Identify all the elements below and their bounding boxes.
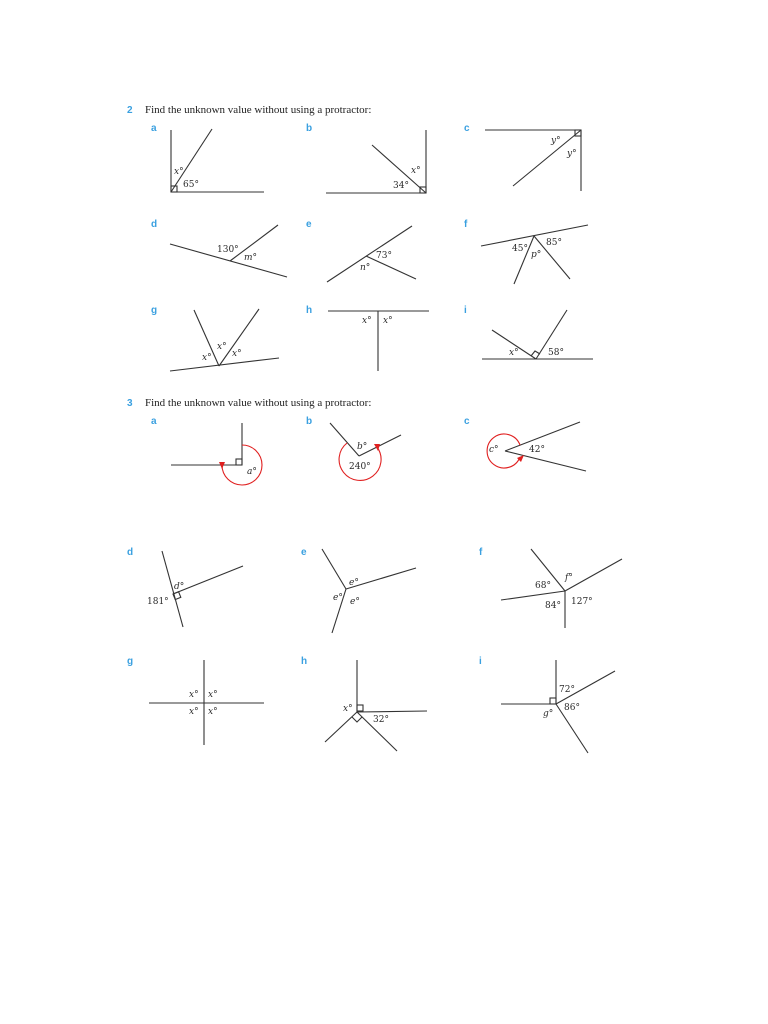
angle-label: x° <box>189 707 199 717</box>
angle-label: b° <box>357 442 368 452</box>
figure-3i <box>479 656 615 753</box>
angle-label: 68° <box>535 581 551 591</box>
angle-label: x° <box>343 704 353 714</box>
question-2-number: 2 <box>127 105 133 116</box>
figure-3a <box>151 416 262 485</box>
part-label-3g: g <box>127 656 134 667</box>
part-label-3c: c <box>464 416 470 427</box>
angle-label: x° <box>208 707 218 717</box>
figure-3e <box>301 547 416 633</box>
angle-label: m° <box>244 253 258 263</box>
angle-label: 85° <box>546 238 562 248</box>
angle-label: x° <box>232 349 242 359</box>
angle-label: a° <box>247 467 257 477</box>
figure-2b <box>306 123 426 193</box>
question-3-number: 3 <box>127 398 133 409</box>
angle-label: e° <box>350 597 360 607</box>
angle-label: e° <box>333 593 343 603</box>
angle-label: 32° <box>373 715 389 725</box>
figure-3g <box>127 656 264 745</box>
part-label-2c: c <box>464 123 470 134</box>
angle-label: 34° <box>393 181 409 191</box>
angle-label: 130° <box>217 245 239 255</box>
angle-label: e° <box>349 578 359 588</box>
angle-label: 127° <box>571 597 593 607</box>
angle-label: 240° <box>349 462 371 472</box>
angle-label: x° <box>208 690 218 700</box>
angle-label: g° <box>543 709 554 719</box>
figure-3d <box>127 547 243 627</box>
angle-label: x° <box>202 353 212 363</box>
angle-label: x° <box>174 167 184 177</box>
figure-3f <box>479 547 622 628</box>
angle-label: x° <box>509 348 519 358</box>
angle-label: d° <box>174 582 185 592</box>
part-label-2g: g <box>151 305 158 316</box>
part-label-3f: f <box>479 547 483 558</box>
figure-2e <box>306 219 416 282</box>
angle-label: x° <box>362 316 372 326</box>
figure-3b <box>306 416 401 480</box>
angle-label: 42° <box>529 445 545 455</box>
figure-2a <box>151 123 264 192</box>
figure-2f <box>464 219 588 284</box>
angle-label: 58° <box>548 348 564 358</box>
part-label-2b: b <box>306 123 313 134</box>
figure-2g <box>151 305 279 371</box>
right-angle-marker <box>352 717 362 722</box>
angle-label: x° <box>189 690 199 700</box>
angle-label: x° <box>217 342 227 352</box>
part-label-2d: d <box>151 219 158 230</box>
part-label-2a: a <box>151 123 157 134</box>
part-label-3e: e <box>301 547 307 558</box>
angle-label: p° <box>531 250 542 260</box>
right-angle-marker <box>236 459 242 465</box>
question-3-prompt: Find the unknown value without using a protractor: <box>145 397 372 409</box>
angle-label: f° <box>565 573 573 583</box>
figure-2c <box>464 123 581 191</box>
angle-label: c° <box>489 445 499 455</box>
figure-2i <box>464 305 593 359</box>
angle-label: y° <box>551 136 561 146</box>
figure-2h <box>306 305 429 371</box>
part-label-3d: d <box>127 547 134 558</box>
part-label-2e: e <box>306 219 312 230</box>
angle-label: x° <box>383 316 393 326</box>
right-angle-marker <box>550 698 556 704</box>
part-label-2f: f <box>464 219 468 230</box>
part-label-3h: h <box>301 656 308 667</box>
part-label-3a: a <box>151 416 157 427</box>
angle-label: x° <box>411 166 421 176</box>
part-label-3i: i <box>479 656 482 667</box>
figure-2d <box>151 219 287 277</box>
angle-label: y° <box>567 149 577 159</box>
angle-label: 181° <box>147 597 169 607</box>
angle-label: 45° <box>512 244 528 254</box>
angle-label: 86° <box>564 703 580 713</box>
question-2-prompt: Find the unknown value without using a protractor: <box>145 104 372 116</box>
angle-label: 84° <box>545 601 561 611</box>
figure-3c <box>464 416 586 471</box>
figure-3h <box>301 656 427 751</box>
right-angle-marker <box>173 592 181 600</box>
part-label-3b: b <box>306 416 313 427</box>
angle-label: 72° <box>559 685 575 695</box>
part-label-2i: i <box>464 305 467 316</box>
angle-label: n° <box>360 263 371 273</box>
right-angle-marker <box>357 705 363 711</box>
part-label-2h: h <box>306 305 313 316</box>
angle-label: 65° <box>183 180 199 190</box>
angle-label: 73° <box>376 251 392 261</box>
